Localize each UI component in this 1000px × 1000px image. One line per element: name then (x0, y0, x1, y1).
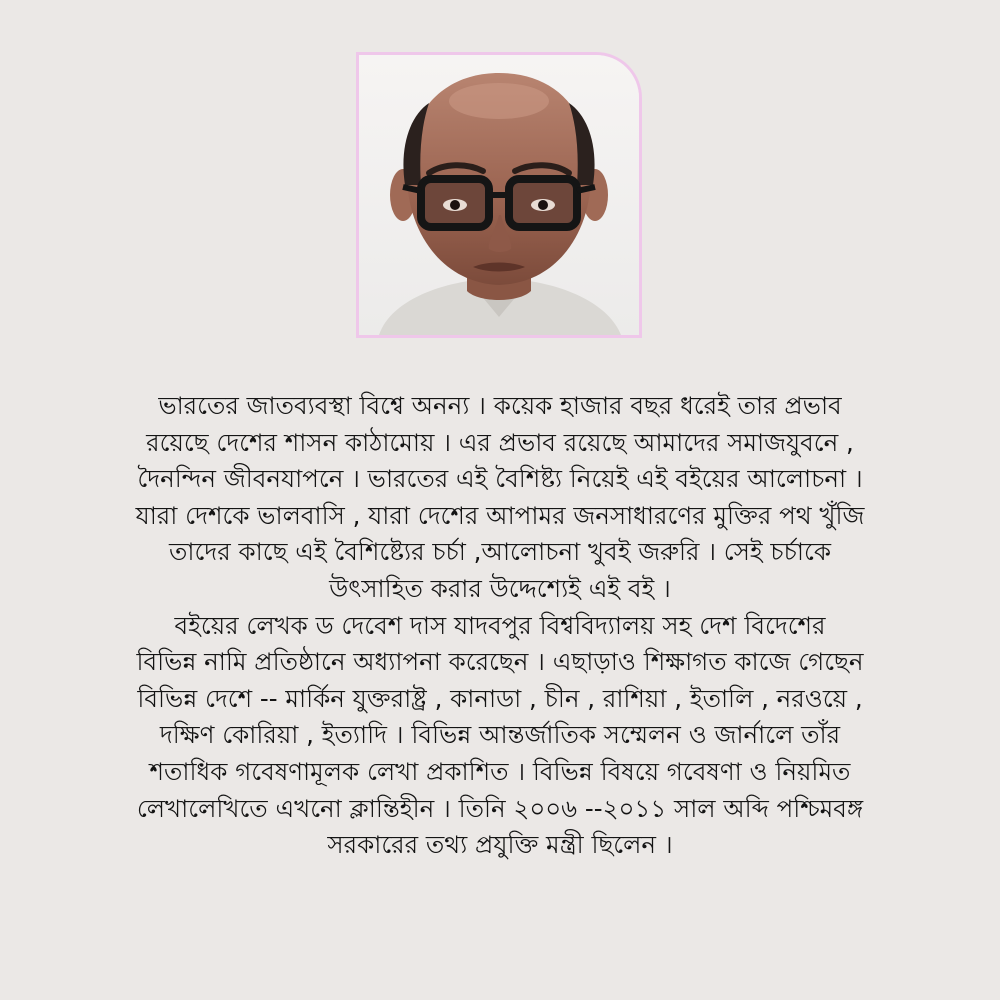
description-line: বিভিন্ন নামি প্রতিষ্ঠানে অধ্যাপনা করেছেন । এছাড়াও শিক্ষাগত কাজে গেছেন (136, 647, 864, 677)
description-line: লেখালেখিতে এখনো ক্লান্তিহীন । তিনি ২০০৬ --২০১১ সাল অব্দি পশ্চিমবঙ্গ (136, 793, 864, 823)
description-line: বইয়ের লেখক ড দেবেশ দাস যাদবপুর বিশ্ববিদ্যালয় সহ দেশ বিদেশের (174, 610, 826, 640)
description-line: দৈনন্দিন জীবনযাপনে । ভারতের এই বৈশিষ্ট্য নিয়েই এই বইয়ের আলোচনা । (137, 464, 863, 494)
description-line: উৎসাহিত করার উদ্দেশ্যেই এই বই । (329, 573, 671, 603)
description-line: যারা দেশকে ভালবাসি , যারা দেশের আপামর জনসাধারণের মুক্তির পথ খুঁজি (135, 500, 865, 530)
description-line: তাদের কাছে এই বৈশিষ্ট্যের চর্চা ,আলোচনা খুবই জরুরি । সেই চর্চাকে (169, 537, 831, 567)
description-line: সরকারের তথ্য প্রযুক্তি মন্ত্রী ছিলেন । (327, 830, 673, 860)
description-line: বিভিন্ন দেশে -- মার্কিন যুক্তরাষ্ট্র , কানাডা , চীন , রাশিয়া , ইতালি , নরওয়ে , (137, 683, 863, 713)
description-line: দক্ষিণ কোরিয়া , ইত্যাদি । বিভিন্ন আন্তর্জাতিক সম্মেলন ও জার্নালে তাঁর (159, 720, 841, 750)
description-line: ভারতের জাতব্যবস্থা বিশ্বে অনন্য । কয়েক হাজার বছর ধরেই তার প্রভাব (158, 391, 842, 420)
description-line: শতাধিক গবেষণামূলক লেখা প্রকাশিত । বিভিন্ন বিষয়ে গবেষণা ও নিয়মিত (149, 756, 851, 786)
author-photo (356, 52, 642, 338)
author-portrait-icon (359, 55, 639, 335)
book-description (40, 388, 960, 864)
description-line: রয়েছে দেশের শাসন কাঠামোয় । এর প্রভাব রয়েছে আমাদের সমাজযুবনে , (146, 427, 854, 457)
